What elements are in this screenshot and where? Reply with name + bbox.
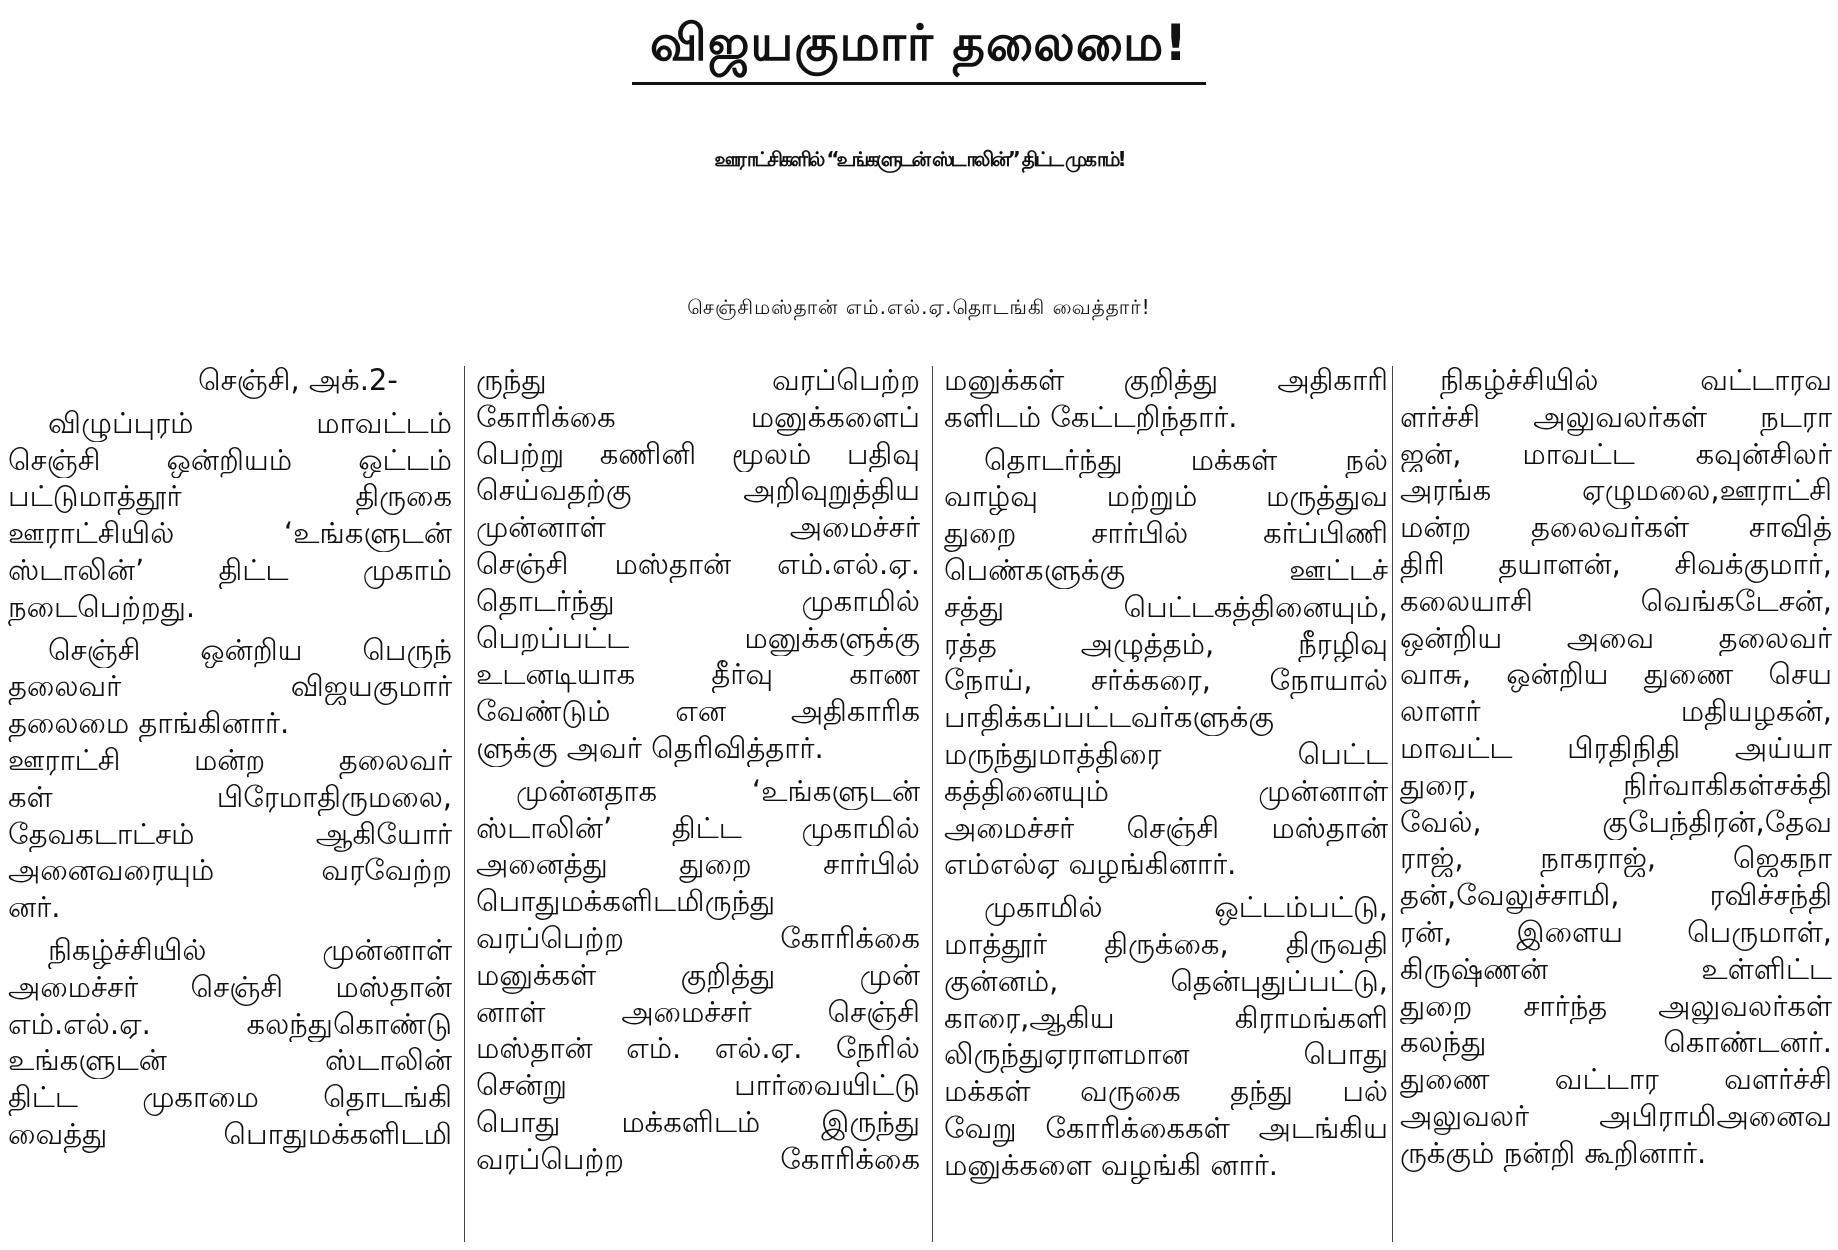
text-line: நிகழ்ச்சியில் வட்டாரவ — [1440, 363, 1832, 397]
text-line: பெண்களுக்கு ஊட்டச் — [944, 552, 1388, 587]
text-line: லாளர் மதியழகன், — [1400, 694, 1832, 729]
text-line: னர். — [8, 890, 61, 925]
text-line: துறை சார்ந்த அலுவலர்கள் — [1400, 988, 1832, 1023]
article-column-2 — [476, 362, 920, 1248]
text-line: அரங்க ஏழுமலை,ஊராட்சி — [1400, 473, 1832, 508]
text-line: ருக்கும் நன்றி கூறினார். — [1400, 1135, 1707, 1170]
text-line: தொடர்ந்து முகாமில் — [476, 583, 920, 618]
text-line: அமைச்சர் செஞ்சி மஸ்தான் — [8, 969, 452, 1004]
text-line: அனைத்து துறை சார்பில் — [476, 847, 920, 882]
text-line: அலுவலர் அபிராமிஅனைவ — [1400, 1098, 1832, 1133]
text-line: கிருஷ்ணன் உள்ளிட்ட — [1400, 951, 1832, 986]
text-line: னாள் அமைச்சர் செஞ்சி — [476, 994, 920, 1029]
text-line: வேல், குபேந்திரன்,தேவ — [1400, 804, 1832, 839]
text-line: வைத்து பொதுமக்களிடமி — [8, 1116, 452, 1151]
text-line: பட்டுமாத்தூர் திருகை — [8, 479, 452, 514]
text-line: நடைபெற்றது. — [8, 589, 196, 624]
text-line: கலையாசி வெங்கடேசன், — [1400, 583, 1832, 618]
text-line: மனுக்கள் குறித்து அதிகாரி — [944, 363, 1388, 397]
text-line: ளுக்கு அவர் தெரிவித்தார். — [476, 730, 824, 765]
text-line: கள் பிரேமாதிருமலை, — [8, 779, 452, 814]
text-line: ஒன்றிய அவை தலைவர் — [1400, 620, 1832, 655]
text-line: காரை,ஆகிய கிராமங்களி — [944, 1000, 1388, 1035]
text-line: மக்கள் வருகை தந்து பல் — [944, 1074, 1388, 1109]
text-line: திட்ட முகாமை தொடங்கி — [8, 1080, 452, 1115]
article-kicker: விஜயகுமார் தலைமை! — [632, 8, 1206, 85]
column-divider — [1392, 366, 1393, 1242]
column-divider — [932, 366, 933, 1242]
text-line: பாதிக்கப்பட்டவர்களுக்கு — [944, 700, 1274, 735]
text-line: பெறப்பட்ட மனுக்களுக்கு — [476, 620, 920, 655]
text-line: செய்வதற்கு அறிவுறுத்திய — [476, 473, 920, 508]
text-line: திரி தயாளன், சிவக்குமார், — [1400, 546, 1832, 581]
text-line: ஸ்டாலின்’ திட்ட முகாம் — [8, 552, 452, 587]
text-line: முகாமில் ஒட்டம்பட்டு, — [984, 890, 1388, 925]
text-line: ரன், இளைய பெருமாள், — [1400, 914, 1832, 949]
text-line: ருந்து வரப்பெற்ற — [476, 363, 920, 397]
text-line: ரத்த அழுத்தம், நீரழிவு — [944, 626, 1388, 661]
text-line: செஞ்சி, அக்.2- — [198, 363, 398, 397]
article-subheadline: செஞ்சிமஸ்தான் எம்.எல்.ஏ.தொடங்கி வைத்தார்! — [687, 295, 1151, 319]
text-line: ஸ்டாலின்’ திட்ட முகாமில் — [476, 810, 920, 845]
text-line: செஞ்சி ஒன்றிய பெருந் — [48, 632, 452, 667]
text-line: தலைவர் விஜயகுமார் — [8, 669, 452, 704]
text-line: உங்களுடன் ஸ்டாலின் — [8, 1043, 452, 1078]
text-line: செஞ்சி ஒன்றியம் ஒட்டம் — [8, 442, 452, 477]
text-line: கலந்து கொண்டனர். — [1400, 1025, 1832, 1060]
kicker-wrap — [0, 8, 1838, 85]
text-line: வரப்பெற்ற கோரிக்கை — [476, 1141, 920, 1176]
text-line: எம்.எல்.ஏ. கலந்துகொண்டு — [8, 1006, 452, 1041]
text-line: தலைமை தாங்கினார். — [8, 706, 290, 741]
text-line: மாத்தூர் திருக்கை, திருவதி — [944, 926, 1388, 961]
text-line: சென்று பார்வையிட்டு — [476, 1068, 920, 1103]
text-line: வாழ்வு மற்றும் மருத்துவ — [944, 479, 1388, 514]
text-line: முன்னாள் அமைச்சர் — [476, 510, 920, 545]
text-line: கோரிக்கை மனுக்களைப் — [476, 399, 920, 434]
text-line: ஊராட்சி மன்ற தலைவர் — [8, 742, 452, 777]
text-line: ராஜ், நாகராஜ், ஜெகநா — [1400, 841, 1832, 876]
article-column-1 — [8, 362, 452, 1248]
text-line: பெற்று கணினி மூலம் பதிவு — [476, 436, 920, 471]
text-line: துணை வட்டார வளர்ச்சி — [1400, 1062, 1832, 1097]
text-line: மனுக்களை வழங்கி னார். — [944, 1147, 1279, 1182]
text-line: கத்தினையும் முன்னாள் — [944, 773, 1388, 808]
article-headline: ஊராட்சிகளில் “உங்களுடன் ஸ்டாலின்” திட்ட முகாம்! — [714, 147, 1124, 171]
text-line: நிகழ்ச்சியில் முன்னாள் — [48, 932, 452, 967]
text-line: எம்எல்ஏ வழங்கினார். — [944, 847, 1237, 882]
article-column-3 — [944, 362, 1388, 1248]
text-line: துறை சார்பில் கர்ப்பிணி — [944, 516, 1388, 551]
text-line: மன்ற தலைவர்கள் சாவித் — [1400, 510, 1832, 545]
article-body — [8, 362, 1832, 1248]
text-line: களிடம் கேட்டறிந்தார். — [944, 399, 1238, 434]
text-line: ஜன், மாவட்ட கவுன்சிலர் — [1400, 436, 1832, 471]
text-line: லிருந்துஏராளமான பொது — [944, 1037, 1388, 1072]
article-column-4 — [1400, 362, 1832, 1248]
text-line: சத்து பெட்டகத்தினையும், — [944, 589, 1388, 624]
text-line: அமைச்சர் செஞ்சி மஸ்தான் — [944, 810, 1388, 845]
text-line: செஞ்சி மஸ்தான் எம்.எல்.ஏ. — [476, 546, 920, 581]
text-line: வாசு, ஒன்றிய துணை செய — [1400, 657, 1832, 692]
text-line: முன்னதாக ‘உங்களுடன் — [516, 773, 920, 808]
text-line: வேறு கோரிக்கைகள் அடங்கிய — [944, 1110, 1388, 1145]
text-line: தேவகடாட்சம் ஆகியோர் — [8, 816, 452, 851]
text-line: ளர்ச்சி அலுவலர்கள் நடரா — [1400, 399, 1832, 434]
text-line: குன்னம், தென்புதுப்பட்டு, — [944, 963, 1388, 998]
text-line: பொது மக்களிடம் இருந்து — [476, 1104, 920, 1139]
text-line: வேண்டும் என அதிகாரிக — [476, 694, 920, 729]
column-divider — [464, 366, 465, 1242]
text-line: நோய், சர்க்கரை, நோயால் — [944, 663, 1388, 698]
text-line: விழுப்புரம் மாவட்டம் — [48, 405, 452, 440]
text-line: உடனடியாக தீர்வு காண — [476, 657, 920, 692]
text-line: மனுக்கள் குறித்து முன் — [476, 957, 920, 992]
text-line: ஊராட்சியில் ‘உங்களுடன் — [8, 516, 452, 551]
text-line: வரப்பெற்ற கோரிக்கை — [476, 920, 920, 955]
text-line: தொடர்ந்து மக்கள் நல் — [984, 442, 1388, 477]
text-line: துரை, நிர்வாகிகள்சக்தி — [1400, 767, 1832, 802]
text-line: மருந்துமாத்திரை பெட்ட — [944, 736, 1388, 771]
text-line: தன்,வேலுச்சாமி, ரவிச்சந்தி — [1400, 878, 1832, 913]
text-line: மஸ்தான் எம். எல்.ஏ. நேரில் — [476, 1031, 920, 1066]
text-line: மாவட்ட பிரதிநிதி அய்யா — [1400, 730, 1832, 765]
text-line: அனைவரையும் வரவேற்ற — [8, 853, 452, 888]
text-line: பொதுமக்களிடமிருந்து — [476, 884, 776, 919]
